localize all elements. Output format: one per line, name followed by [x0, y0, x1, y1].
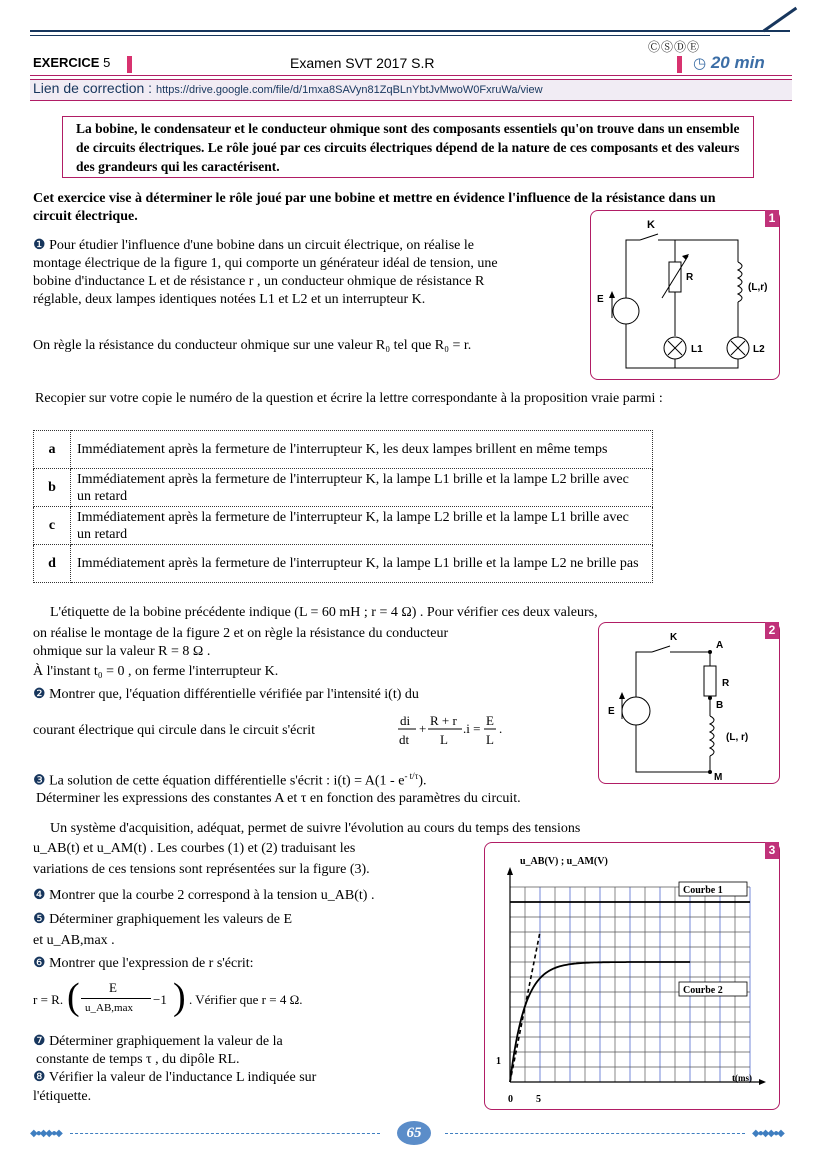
- part2-line3: À l'instant t₀ = 0 , on ferme l'interrupteur K.: [33, 664, 279, 679]
- bullet-8: ❽: [33, 1070, 46, 1085]
- table-row: [34, 431, 653, 469]
- fig2-label-a: A: [716, 640, 724, 651]
- question-2-text-a: Montrer que, l'équation différentielle vérifiée par l'intensité i(t) du: [49, 687, 419, 702]
- figure-2-number: 2: [765, 622, 779, 639]
- question-8-text-b: l'étiquette.: [33, 1089, 92, 1104]
- question-3: [33, 767, 593, 791]
- exam-title: Examen SVT 2017 S.R: [290, 55, 435, 71]
- eq-di: di: [400, 713, 411, 728]
- tick-x-0: 0: [508, 1094, 513, 1105]
- figure-3-chart: [484, 842, 778, 1108]
- question-3-text-a: La solution de cette équation différentielle s'écrit : i(t) = A(1 - e: [49, 773, 405, 789]
- table-row: [34, 507, 653, 545]
- curve1-label: Courbe 1: [683, 885, 723, 896]
- tick-y-1: 1: [496, 1056, 501, 1067]
- option-key: a: [34, 431, 71, 469]
- chart-y-label: u_AB(V) ; u_AM(V): [520, 856, 608, 867]
- option-text: Immédiatement après la fermeture de l'interrupteur K, la lampe L1 brille et la lampe L2 brille avec un retard: [71, 469, 653, 507]
- q6-eq-den: u_AB,max: [85, 1002, 133, 1014]
- correction-link-url[interactable]: https://drive.google.com/file/d/1mxa8SAVyn81ZqBLnYbtJvMwoW0FxruWa/view: [155, 84, 543, 96]
- figure-1-circuit: [590, 210, 778, 378]
- option-text: Immédiatement après la fermeture de l'interrupteur K, la lampe L2 brille et la lampe L1 brille avec un retard: [71, 507, 653, 545]
- eq-rr: R + r: [430, 713, 457, 728]
- option-key: c: [34, 507, 71, 545]
- option-text: Immédiatement après la fermeture de l'interrupteur K, la lampe L1 brille et la lampe L2 ne brille pas: [71, 545, 653, 583]
- question-8-text-a: Vérifier la valeur de l'inductance L indiquée sur: [48, 1070, 317, 1085]
- chart-x-label: t(ms): [732, 1073, 752, 1083]
- bullet-1: ❶: [33, 238, 46, 253]
- timer: [693, 53, 765, 73]
- fig2-label-lr: (L, r): [726, 732, 749, 743]
- clock-icon: ◷: [693, 55, 707, 72]
- part3-line3: variations de ces tensions sont représentées sur la figure (3).: [33, 862, 370, 877]
- eq-e: E: [486, 713, 494, 728]
- question-6: [33, 955, 473, 973]
- tick-x-5: 5: [536, 1094, 541, 1105]
- question-5: [33, 911, 473, 929]
- q6-eq-lead: r = R.: [33, 992, 64, 1007]
- header-marker-left: [127, 56, 132, 73]
- footer-ornament-left: ◆●◆◆●◆: [30, 1128, 61, 1139]
- footer-rule-right: [445, 1133, 745, 1135]
- fig2-label-b: B: [716, 700, 724, 711]
- question-2: [33, 686, 593, 704]
- options-table: [33, 430, 653, 583]
- fig2-label-k: K: [670, 632, 678, 643]
- fig1-label-l2: L2: [753, 344, 765, 355]
- question-3-text-b: Déterminer les expressions des constantes A et τ en fonction des paramètres du circuit.: [36, 791, 521, 806]
- q6-fraction-bar: [81, 998, 151, 999]
- correction-link-label: Lien de correction :: [33, 80, 153, 96]
- fig1-label-r: R: [686, 272, 694, 283]
- instruction-text: Recopier sur votre copie le numéro de la question et écrire la lettre correspondante à la proposition vraie parmi :: [35, 391, 663, 406]
- curve2-label: Courbe 2: [683, 985, 723, 996]
- q6-paren-close: ): [173, 976, 186, 1018]
- question-3-close: ).: [418, 773, 427, 789]
- fig1-label-l1: L1: [691, 344, 703, 355]
- timer-value: 20: [710, 53, 730, 72]
- fig1-label-e: E: [597, 294, 604, 305]
- question-1: [33, 237, 511, 309]
- top-rule: [30, 30, 790, 32]
- part2-line2: on réalise le montage de la figure 2 et on règle la résistance du conducteur ohmique sur la valeur R = 8 Ω .: [33, 626, 449, 659]
- bullet-7: ❼: [33, 1034, 46, 1049]
- exercise-number: 5: [103, 55, 111, 70]
- bullet-5: ❺: [33, 912, 46, 927]
- cc-license-icons: ⒸⓈⒹⒺ: [648, 40, 701, 54]
- option-text: Immédiatement après la fermeture de l'interrupteur K, les deux lampes brillent en même temps: [71, 431, 653, 469]
- svg-text:.: .: [499, 721, 503, 736]
- fig2-label-r: R: [722, 678, 730, 689]
- figure-3-number: 3: [765, 842, 779, 859]
- option-key: d: [34, 545, 71, 583]
- page-number: 65: [397, 1121, 431, 1145]
- question-8: [33, 1069, 473, 1087]
- correction-link[interactable]: [33, 80, 543, 96]
- q6-paren-open: (: [67, 976, 80, 1018]
- exercise-label: EXERCICE: [33, 55, 100, 70]
- option-key: b: [34, 469, 71, 507]
- question-4-text: Montrer que la courbe 2 correspond à la tension u_AB(t) .: [49, 888, 375, 903]
- eq-dt: dt: [399, 732, 410, 747]
- eq-l2: L: [486, 732, 494, 747]
- fig1-label-k: K: [647, 219, 655, 231]
- part2-line1: L'étiquette de la bobine précédente indique (L = 60 mH ; r = 4 Ω) . Pour vérifier ces deux valeurs,: [50, 605, 598, 620]
- bullet-2: ❷: [33, 687, 46, 702]
- timer-unit: min: [734, 53, 765, 72]
- fig2-label-e: E: [608, 706, 615, 717]
- part3-line1: Un système d'acquisition, adéquat, permet de suivre l'évolution au cours du temps des tensions: [50, 821, 581, 836]
- exercise-label-group: [33, 55, 110, 70]
- part3-line2: u_AB(t) et u_AM(t) . Les courbes (1) et (2) traduisant les: [33, 841, 356, 856]
- question-6-equation: [33, 978, 473, 1022]
- svg-text:.i =: .i =: [463, 721, 481, 736]
- q6-eq-num: E: [109, 980, 117, 995]
- question-7: [33, 1033, 473, 1051]
- question-4: [33, 887, 473, 905]
- eq-l1: L: [440, 732, 448, 747]
- q6-eq-tail: −1: [153, 992, 167, 1007]
- question-5-text-a: Déterminer graphiquement les valeurs de E: [49, 912, 293, 927]
- bullet-6: ❻: [33, 956, 46, 971]
- bullet-4: ❹: [33, 888, 46, 903]
- question-1-text: Pour étudier l'influence d'une bobine dans un circuit électrique, on réalise le montage électrique de la figure 1, qui comporte un générateur idéal de tension, une bobine d'inductance L et de résistance r , un conducteur ohmique de résistance R réglable, deux lampes identiques notées L1 et L2 et un interrupteur K.: [33, 238, 498, 307]
- table-row: [34, 469, 653, 507]
- bullet-3: ❸: [33, 773, 46, 789]
- figure-2-circuit: [598, 622, 778, 782]
- svg-text:+: +: [419, 721, 427, 736]
- question-1-setting: On règle la résistance du conducteur ohmique sur une valeur R₀ tel que R₀ = r.: [33, 338, 472, 353]
- x-axis-arrow: [759, 1079, 766, 1085]
- footer-ornament-right: ◆●◆◆●◆: [752, 1128, 783, 1139]
- question-2-text-b: courant électrique qui circule dans le circuit s'écrit: [33, 723, 316, 738]
- question-5-text-b: et u_AB,max .: [33, 933, 115, 948]
- differential-equation: [396, 710, 506, 750]
- figure-1-number: 1: [765, 210, 779, 227]
- footer-rule-left: [70, 1133, 380, 1135]
- question-7-text-a: Déterminer graphiquement la valeur de la: [49, 1034, 283, 1049]
- fig1-label-lr: (L,r): [748, 282, 768, 293]
- top-rule-thin: [30, 35, 770, 36]
- objective-text: Cet exercice vise à déterminer le rôle joué par une bobine et mettre en évidence l'influence de la résistance dans un circuit électrique.: [33, 191, 716, 224]
- question-3-exponent: - t/τ: [404, 771, 419, 781]
- q6-verify: . Vérifier que r = 4 Ω.: [189, 992, 303, 1007]
- table-row: [34, 545, 653, 583]
- fig2-label-m: M: [714, 772, 723, 782]
- y-axis-arrow: [507, 867, 513, 875]
- question-7-text-b: constante de temps τ , du dipôle RL.: [36, 1052, 240, 1067]
- intro-text: La bobine, le condensateur et le conducteur ohmique sont des composants essentiels qu'on trouve dans un ensemble de circuits électriques. Le rôle joué par ces circuits électriques dépend de la nature de ces composants et des valeurs des grandeurs qui les caractérisent.: [76, 121, 740, 174]
- corner-stroke: [763, 7, 797, 32]
- question-6-text: Montrer que l'expression de r s'écrit:: [49, 956, 254, 971]
- header-marker-right: [677, 56, 682, 73]
